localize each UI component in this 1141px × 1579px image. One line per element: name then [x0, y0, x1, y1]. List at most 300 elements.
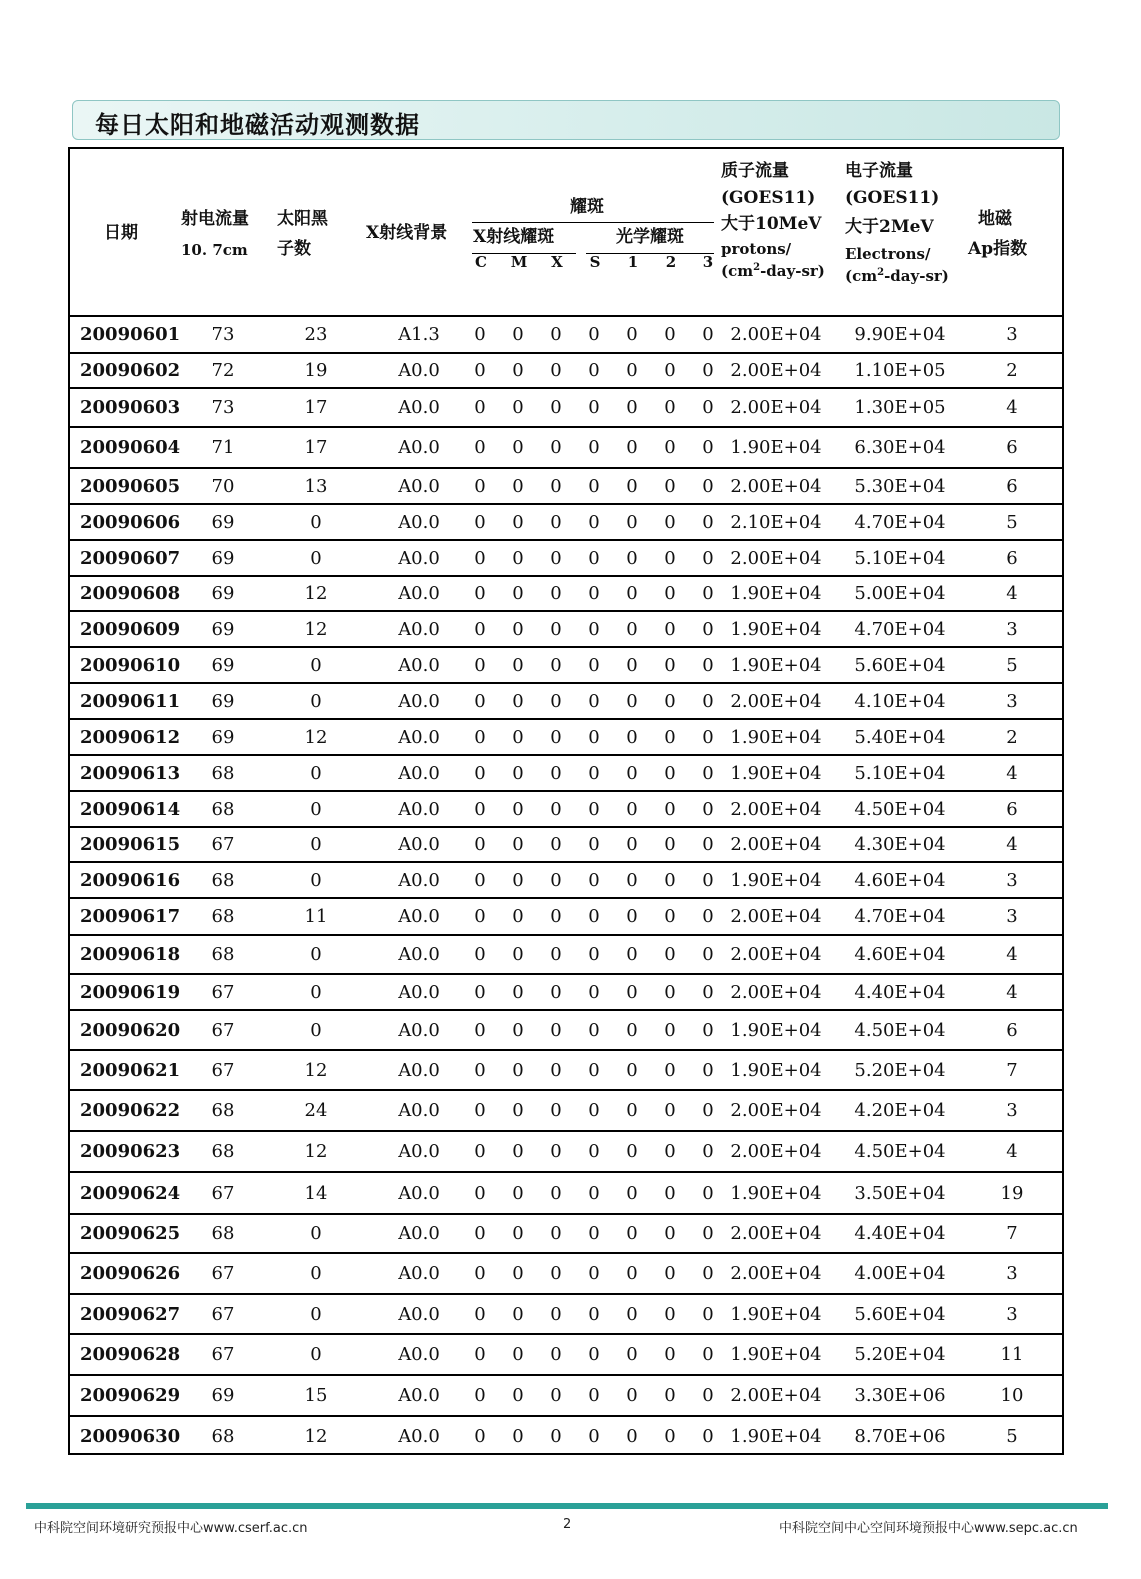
cell-sunspot-number: 12 [304, 583, 328, 604]
cell-xray-flare-m: 0 [512, 618, 524, 640]
cell-xray-flare-m: 0 [512, 762, 524, 784]
footer-right: 中科院空间中心空间环境预报中心www.sepc.ac.cn [779, 1521, 1078, 1536]
header-xray-flare: X射线耀斑 [473, 227, 555, 247]
cell-proton-flux: 1.90E+04 [730, 437, 822, 458]
header-proton-line2: (GOES11) [721, 188, 816, 208]
cell-xray-background: A0.0 [398, 475, 440, 497]
title-bar [72, 100, 1060, 140]
cell-xray-background: A0.0 [398, 437, 440, 458]
table-row [70, 1333, 1062, 1374]
cell-xray-flare-x: 0 [550, 906, 562, 927]
cell-proton-flux: 2.00E+04 [730, 690, 822, 712]
cell-xray-flare-x: 0 [550, 1344, 562, 1365]
cell-sunspot-number: 14 [304, 1182, 328, 1204]
cell-ap-index: 11 [1000, 1344, 1024, 1365]
cell-ap-index: 4 [1006, 583, 1018, 604]
cell-optical-flare-2: 0 [664, 511, 676, 533]
table-row [70, 1089, 1062, 1130]
header-radio-flux-label: 射电流量 [181, 209, 249, 229]
cell-xray-flare-c: 0 [474, 324, 486, 345]
cell-xray-flare-x: 0 [550, 834, 562, 855]
cell-date: 20090609 [80, 618, 181, 640]
table-row [70, 315, 1062, 352]
cell-xray-flare-x: 0 [550, 1425, 562, 1447]
cell-optical-flare-s: 0 [588, 1223, 600, 1244]
cell-optical-flare-1: 0 [626, 690, 638, 712]
cell-xray-flare-c: 0 [474, 1425, 486, 1447]
cell-optical-flare-s: 0 [588, 762, 600, 784]
cell-xray-flare-c: 0 [474, 475, 486, 497]
cell-xray-flare-x: 0 [550, 944, 562, 965]
cell-optical-flare-s: 0 [588, 654, 600, 676]
cell-optical-flare-3: 0 [702, 798, 714, 820]
cell-proton-flux: 1.90E+04 [730, 1303, 822, 1325]
cell-xray-flare-m: 0 [512, 1263, 524, 1284]
cell-date: 20090606 [80, 511, 181, 533]
header-xray-background: X射线背景 [366, 223, 448, 243]
cell-xray-background: A0.0 [398, 981, 440, 1003]
cell-electron-flux: 3.50E+04 [854, 1182, 946, 1204]
cell-xray-background: A0.0 [398, 1385, 440, 1406]
table-row [70, 682, 1062, 718]
cell-xray-flare-m: 0 [512, 1019, 524, 1041]
cell-ap-index: 4 [1006, 944, 1018, 965]
cell-proton-flux: 1.90E+04 [730, 726, 822, 748]
cell-date: 20090617 [80, 906, 181, 927]
cell-optical-flare-3: 0 [702, 1100, 714, 1121]
cell-sunspot-number: 19 [304, 360, 328, 381]
cell-xray-flare-x: 0 [550, 726, 562, 748]
cell-optical-flare-3: 0 [702, 437, 714, 458]
cell-optical-flare-s: 0 [588, 981, 600, 1003]
table-row [70, 861, 1062, 897]
cell-optical-flare-2: 0 [664, 437, 676, 458]
cell-electron-flux: 6.30E+04 [854, 437, 946, 458]
cell-optical-flare-3: 0 [702, 1141, 714, 1162]
cell-optical-flare-s: 0 [588, 1019, 600, 1041]
cell-ap-index: 3 [1006, 1303, 1018, 1325]
cell-optical-flare-3: 0 [702, 762, 714, 784]
cell-xray-flare-c: 0 [474, 762, 486, 784]
cell-optical-flare-2: 0 [664, 583, 676, 604]
cell-xray-flare-c: 0 [474, 1100, 486, 1121]
cell-sunspot-number: 0 [310, 1223, 322, 1244]
cell-xray-flare-x: 0 [550, 583, 562, 604]
cell-date: 20090601 [80, 324, 181, 345]
cell-optical-flare-2: 0 [664, 1263, 676, 1284]
cell-optical-flare-1: 0 [626, 324, 638, 345]
cell-xray-background: A0.0 [398, 511, 440, 533]
header-sub-m: M [510, 253, 528, 271]
cell-optical-flare-2: 0 [664, 1141, 676, 1162]
cell-xray-flare-c: 0 [474, 944, 486, 965]
cell-xray-flare-c: 0 [474, 654, 486, 676]
cell-electron-flux: 4.70E+04 [854, 906, 946, 927]
cell-date: 20090619 [80, 981, 181, 1003]
cell-electron-flux: 4.10E+04 [854, 690, 946, 712]
cell-ap-index: 3 [1006, 690, 1018, 712]
cell-optical-flare-2: 0 [664, 834, 676, 855]
cell-xray-background: A0.0 [398, 1223, 440, 1244]
cell-optical-flare-1: 0 [626, 618, 638, 640]
cell-xray-background: A0.0 [398, 906, 440, 927]
cell-ap-index: 4 [1006, 762, 1018, 784]
cell-electron-flux: 3.30E+06 [854, 1385, 946, 1406]
cell-radio-flux: 67 [211, 1303, 235, 1325]
cell-optical-flare-s: 0 [588, 547, 600, 569]
cell-sunspot-number: 17 [304, 437, 328, 458]
header-proton-line1: 质子流量 [721, 161, 789, 181]
cell-electron-flux: 5.30E+04 [854, 475, 946, 497]
cell-optical-flare-1: 0 [626, 869, 638, 891]
cell-sunspot-number: 0 [310, 547, 322, 569]
cell-sunspot-number: 0 [310, 944, 322, 965]
cell-xray-background: A0.0 [398, 1425, 440, 1447]
cell-radio-flux: 67 [211, 1263, 235, 1284]
cell-xray-flare-m: 0 [512, 1100, 524, 1121]
cell-optical-flare-2: 0 [664, 1182, 676, 1204]
cell-ap-index: 7 [1006, 1059, 1018, 1081]
cell-optical-flare-1: 0 [626, 1263, 638, 1284]
cell-xray-flare-m: 0 [512, 981, 524, 1003]
cell-date: 20090608 [80, 583, 181, 604]
cell-electron-flux: 4.40E+04 [854, 981, 946, 1003]
cell-electron-flux: 4.50E+04 [854, 798, 946, 820]
cell-optical-flare-3: 0 [702, 618, 714, 640]
cell-optical-flare-1: 0 [626, 1182, 638, 1204]
cell-electron-flux: 4.60E+04 [854, 944, 946, 965]
cell-date: 20090624 [80, 1182, 181, 1204]
cell-ap-index: 6 [1006, 798, 1018, 820]
cell-xray-flare-m: 0 [512, 360, 524, 381]
cell-xray-flare-m: 0 [512, 397, 524, 418]
cell-radio-flux: 69 [211, 618, 235, 640]
cell-xray-background: A1.3 [398, 324, 440, 345]
header-electron-line3: 大于2MeV [845, 217, 934, 237]
cell-xray-flare-c: 0 [474, 906, 486, 927]
cell-xray-flare-x: 0 [550, 511, 562, 533]
cell-ap-index: 5 [1006, 654, 1018, 676]
cell-electron-flux: 4.50E+04 [854, 1019, 946, 1041]
cell-optical-flare-1: 0 [626, 1425, 638, 1447]
cell-proton-flux: 1.90E+04 [730, 1059, 822, 1081]
cell-xray-flare-x: 0 [550, 1182, 562, 1204]
cell-proton-flux: 2.10E+04 [730, 511, 822, 533]
cell-proton-flux: 2.00E+04 [730, 906, 822, 927]
cell-radio-flux: 68 [211, 869, 235, 891]
cell-electron-flux: 5.00E+04 [854, 583, 946, 604]
cell-optical-flare-3: 0 [702, 547, 714, 569]
cell-optical-flare-3: 0 [702, 360, 714, 381]
cell-xray-flare-c: 0 [474, 1019, 486, 1041]
cell-sunspot-number: 0 [310, 1303, 322, 1325]
cell-proton-flux: 2.00E+04 [730, 798, 822, 820]
cell-xray-flare-x: 0 [550, 1303, 562, 1325]
cell-xray-background: A0.0 [398, 1182, 440, 1204]
cell-xray-flare-c: 0 [474, 834, 486, 855]
cell-xray-flare-c: 0 [474, 1141, 486, 1162]
cell-xray-flare-m: 0 [512, 324, 524, 345]
header-electron-line5: $(cm^2-day-sr)$ [845, 267, 949, 285]
cell-xray-background: A0.0 [398, 1019, 440, 1041]
cell-sunspot-number: 0 [310, 981, 322, 1003]
cell-xray-flare-c: 0 [474, 1344, 486, 1365]
header-proton-line5: $(cm^2-day-sr)$ [721, 262, 825, 280]
cell-radio-flux: 69 [211, 511, 235, 533]
cell-xray-background: A0.0 [398, 869, 440, 891]
cell-optical-flare-3: 0 [702, 475, 714, 497]
cell-electron-flux: 8.70E+06 [854, 1425, 946, 1447]
cell-optical-flare-1: 0 [626, 1385, 638, 1406]
cell-date: 20090614 [80, 798, 181, 820]
cell-electron-flux: 5.60E+04 [854, 654, 946, 676]
cell-xray-flare-m: 0 [512, 944, 524, 965]
cell-optical-flare-1: 0 [626, 1344, 638, 1365]
cell-radio-flux: 67 [211, 1019, 235, 1041]
cell-optical-flare-2: 0 [664, 726, 676, 748]
cell-xray-flare-x: 0 [550, 437, 562, 458]
cell-optical-flare-s: 0 [588, 1100, 600, 1121]
table-row [70, 790, 1062, 826]
cell-optical-flare-1: 0 [626, 475, 638, 497]
cell-proton-flux: 2.00E+04 [730, 944, 822, 965]
cell-xray-flare-c: 0 [474, 547, 486, 569]
cell-electron-flux: 5.20E+04 [854, 1344, 946, 1365]
table-row [70, 1171, 1062, 1213]
cell-ap-index: 4 [1006, 1141, 1018, 1162]
cell-proton-flux: 2.00E+04 [730, 1263, 822, 1284]
cell-ap-index: 4 [1006, 981, 1018, 1003]
cell-electron-flux: 4.30E+04 [854, 834, 946, 855]
table-row [70, 1130, 1062, 1171]
cell-radio-flux: 67 [211, 834, 235, 855]
cell-xray-background: A0.0 [398, 547, 440, 569]
cell-optical-flare-2: 0 [664, 1019, 676, 1041]
table-row [70, 718, 1062, 754]
cell-optical-flare-s: 0 [588, 798, 600, 820]
cell-proton-flux: 2.00E+04 [730, 834, 822, 855]
cell-optical-flare-s: 0 [588, 1425, 600, 1447]
cell-optical-flare-1: 0 [626, 1141, 638, 1162]
cell-xray-flare-x: 0 [550, 397, 562, 418]
cell-proton-flux: 1.90E+04 [730, 869, 822, 891]
cell-xray-flare-c: 0 [474, 1059, 486, 1081]
cell-date: 20090602 [80, 360, 181, 381]
cell-ap-index: 2 [1006, 726, 1018, 748]
cell-ap-index: 3 [1006, 324, 1018, 345]
cell-xray-flare-m: 0 [512, 1425, 524, 1447]
header-electron-line1: 电子流量 [845, 161, 913, 181]
cell-date: 20090625 [80, 1223, 181, 1244]
cell-optical-flare-1: 0 [626, 654, 638, 676]
cell-optical-flare-s: 0 [588, 1141, 600, 1162]
cell-xray-flare-c: 0 [474, 1385, 486, 1406]
cell-xray-flare-x: 0 [550, 981, 562, 1003]
cell-optical-flare-1: 0 [626, 547, 638, 569]
cell-electron-flux: 4.60E+04 [854, 869, 946, 891]
cell-radio-flux: 67 [211, 1182, 235, 1204]
cell-electron-flux: 1.30E+05 [854, 397, 946, 418]
cell-optical-flare-s: 0 [588, 324, 600, 345]
cell-proton-flux: 2.00E+04 [730, 547, 822, 569]
cell-optical-flare-s: 0 [588, 944, 600, 965]
cell-electron-flux: 4.50E+04 [854, 1141, 946, 1162]
cell-radio-flux: 68 [211, 798, 235, 820]
table-row [70, 610, 1062, 646]
cell-optical-flare-2: 0 [664, 1100, 676, 1121]
cell-sunspot-number: 0 [310, 798, 322, 820]
cell-optical-flare-3: 0 [702, 690, 714, 712]
cell-date: 20090612 [80, 726, 181, 748]
cell-xray-background: A0.0 [398, 583, 440, 604]
cell-optical-flare-3: 0 [702, 1425, 714, 1447]
cell-radio-flux: 70 [211, 475, 235, 497]
cell-xray-flare-c: 0 [474, 618, 486, 640]
cell-date: 20090610 [80, 654, 181, 676]
table-row [70, 1049, 1062, 1089]
cell-optical-flare-1: 0 [626, 944, 638, 965]
cell-proton-flux: 2.00E+04 [730, 1141, 822, 1162]
cell-xray-flare-x: 0 [550, 547, 562, 569]
header-electron-line4: Electrons/ [845, 245, 931, 263]
cell-optical-flare-3: 0 [702, 1182, 714, 1204]
header-sunspot-line1: 太阳黑 [277, 209, 328, 229]
cell-date: 20090628 [80, 1344, 181, 1365]
cell-optical-flare-s: 0 [588, 583, 600, 604]
cell-optical-flare-s: 0 [588, 906, 600, 927]
footer-left: 中科院空间环境研究预报中心www.cserf.ac.cn [34, 1521, 308, 1536]
cell-radio-flux: 67 [211, 981, 235, 1003]
cell-optical-flare-2: 0 [664, 690, 676, 712]
table-row [70, 426, 1062, 467]
cell-date: 20090630 [80, 1425, 181, 1447]
header-sub-x: X [551, 253, 563, 271]
cell-xray-flare-c: 0 [474, 437, 486, 458]
header-sub-1: 1 [627, 253, 639, 271]
cell-sunspot-number: 12 [304, 726, 328, 748]
table-row [70, 387, 1062, 426]
cell-optical-flare-3: 0 [702, 726, 714, 748]
cell-optical-flare-1: 0 [626, 437, 638, 458]
header-optical-flare: 光学耀斑 [616, 227, 684, 247]
cell-optical-flare-3: 0 [702, 511, 714, 533]
cell-proton-flux: 2.00E+04 [730, 981, 822, 1003]
table-row [70, 934, 1062, 973]
cell-optical-flare-s: 0 [588, 1182, 600, 1204]
cell-xray-flare-x: 0 [550, 475, 562, 497]
cell-date: 20090626 [80, 1263, 181, 1284]
cell-xray-flare-c: 0 [474, 1182, 486, 1204]
cell-proton-flux: 2.00E+04 [730, 1223, 822, 1244]
cell-xray-flare-c: 0 [474, 583, 486, 604]
table-row [70, 1374, 1062, 1415]
cell-xray-flare-m: 0 [512, 654, 524, 676]
cell-radio-flux: 67 [211, 1059, 235, 1081]
cell-sunspot-number: 12 [304, 1425, 328, 1447]
cell-xray-flare-m: 0 [512, 798, 524, 820]
cell-sunspot-number: 12 [304, 618, 328, 640]
cell-radio-flux: 68 [211, 1425, 235, 1447]
cell-radio-flux: 69 [211, 690, 235, 712]
cell-date: 20090616 [80, 869, 181, 891]
cell-proton-flux: 2.00E+04 [730, 397, 822, 418]
page-number: 2 [563, 1517, 572, 1532]
cell-optical-flare-2: 0 [664, 475, 676, 497]
table-row [70, 1252, 1062, 1293]
cell-xray-flare-m: 0 [512, 583, 524, 604]
cell-radio-flux: 68 [211, 944, 235, 965]
cell-date: 20090621 [80, 1059, 181, 1081]
cell-xray-flare-m: 0 [512, 475, 524, 497]
cell-xray-flare-c: 0 [474, 798, 486, 820]
cell-xray-background: A0.0 [398, 944, 440, 965]
cell-xray-background: A0.0 [398, 1303, 440, 1325]
cell-radio-flux: 69 [211, 583, 235, 604]
cell-proton-flux: 2.00E+04 [730, 324, 822, 345]
cell-xray-flare-c: 0 [474, 1263, 486, 1284]
cell-electron-flux: 4.70E+04 [854, 618, 946, 640]
cell-radio-flux: 68 [211, 1223, 235, 1244]
cell-optical-flare-3: 0 [702, 1223, 714, 1244]
cell-electron-flux: 5.20E+04 [854, 1059, 946, 1081]
cell-optical-flare-s: 0 [588, 726, 600, 748]
cell-xray-background: A0.0 [398, 690, 440, 712]
cell-xray-flare-x: 0 [550, 360, 562, 381]
cell-xray-flare-x: 0 [550, 1059, 562, 1081]
cell-optical-flare-1: 0 [626, 583, 638, 604]
cell-radio-flux: 69 [211, 654, 235, 676]
header-sub-s: S [589, 253, 601, 271]
cell-ap-index: 6 [1006, 547, 1018, 569]
cell-xray-background: A0.0 [398, 618, 440, 640]
header-flare: 耀斑 [570, 197, 604, 217]
cell-optical-flare-s: 0 [588, 397, 600, 418]
cell-ap-index: 19 [1000, 1182, 1024, 1204]
cell-date: 20090615 [80, 834, 181, 855]
cell-radio-flux: 68 [211, 1100, 235, 1121]
cell-optical-flare-1: 0 [626, 834, 638, 855]
cell-ap-index: 3 [1006, 1263, 1018, 1284]
cell-electron-flux: 5.40E+04 [854, 726, 946, 748]
cell-proton-flux: 1.90E+04 [730, 1019, 822, 1041]
header-sub-2: 2 [665, 253, 677, 271]
cell-xray-flare-c: 0 [474, 726, 486, 748]
cell-optical-flare-3: 0 [702, 834, 714, 855]
cell-xray-flare-m: 0 [512, 690, 524, 712]
cell-date: 20090611 [80, 690, 181, 712]
table-row [70, 1009, 1062, 1049]
cell-optical-flare-3: 0 [702, 654, 714, 676]
cell-electron-flux: 5.10E+04 [854, 547, 946, 569]
cell-xray-flare-m: 0 [512, 1385, 524, 1406]
cell-optical-flare-1: 0 [626, 1223, 638, 1244]
header-ap-line1: 地磁 [978, 209, 1012, 229]
header-date: 日期 [104, 223, 138, 243]
cell-optical-flare-2: 0 [664, 547, 676, 569]
cell-xray-flare-m: 0 [512, 1344, 524, 1365]
cell-xray-flare-m: 0 [512, 906, 524, 927]
cell-xray-background: A0.0 [398, 1100, 440, 1121]
cell-date: 20090607 [80, 547, 181, 569]
cell-date: 20090613 [80, 762, 181, 784]
table-row [70, 1415, 1062, 1455]
cell-ap-index: 3 [1006, 906, 1018, 927]
cell-xray-background: A0.0 [398, 1263, 440, 1284]
cell-xray-flare-x: 0 [550, 798, 562, 820]
header-sunspot-line2: 子数 [277, 239, 311, 259]
cell-ap-index: 5 [1006, 1425, 1018, 1447]
cell-sunspot-number: 13 [304, 475, 328, 497]
